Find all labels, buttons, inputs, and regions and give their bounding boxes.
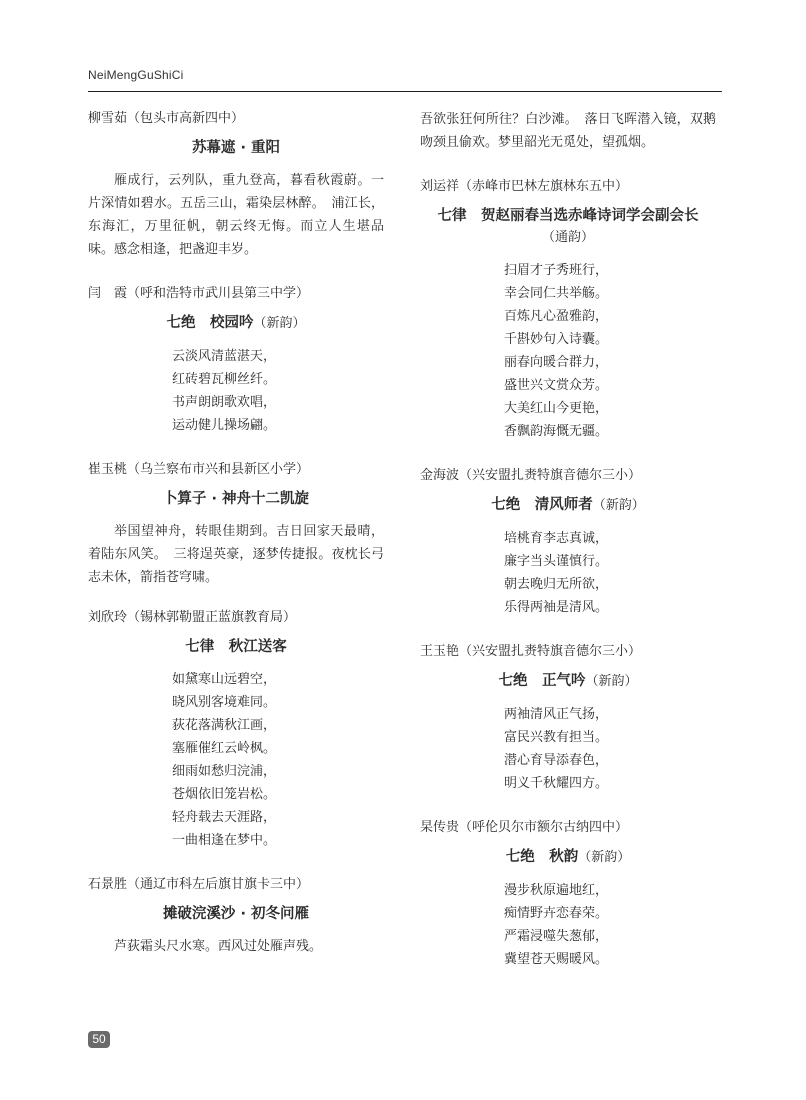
poem-line: 培桃育李志真诚， xyxy=(504,531,609,546)
poem-entry xyxy=(88,283,384,437)
poem-title: 苏幕遮 · 重阳 xyxy=(191,140,281,156)
author-line: 刘运祥（赤峰市巴林左旗林东五中） xyxy=(420,179,629,194)
poem-title: 七律 秋江送客 xyxy=(185,639,287,655)
author-line: 杲传贵（呼伦贝尔市额尔古纳四中） xyxy=(420,820,629,835)
author-line: 王玉艳（兴安盟扎赉特旗音德尔三小） xyxy=(420,644,642,659)
ci-text: 吾欲张狂何所往？白沙滩。 落日飞晖潜入镜，双鹅吻颈且偷欢。梦里韶光无觅处，望孤烟。 xyxy=(420,112,716,150)
author-line: 刘欣玲（锡林郭勒盟正蓝旗教育局） xyxy=(88,610,297,625)
poem-entry xyxy=(88,108,384,261)
poem-line: 细雨如愁归浣浦， xyxy=(172,764,277,779)
title-main: 七绝 校园吟 xyxy=(166,315,254,331)
ci-text: 举国望神舟，转眼佳期到。吉日回家天最晴，着陆东风笑。 三将逞英豪，逐梦传捷报。夜枕长弓志未休，箭指苍穹啸。 xyxy=(88,524,384,585)
poem-line: 大美红山今更艳， xyxy=(504,401,609,416)
poem-line: 朝去晚归无所欲， xyxy=(504,577,609,592)
right-column xyxy=(420,108,716,971)
author-line: 闫 霞（呼和浩特市武川县第三中学） xyxy=(88,286,310,301)
poem-lines xyxy=(172,668,300,852)
poem-line: 如黛寒山远碧空， xyxy=(172,672,277,687)
poem-line: 荻花落满秋江画， xyxy=(172,718,277,733)
poem-line: 香飘韵海慨无疆。 xyxy=(504,424,609,439)
poem-entry xyxy=(420,465,716,619)
poem-title: 摊破浣溪沙 · 初冬问雁 xyxy=(162,906,310,922)
poem-title: 卜算子 · 神舟十二凯旋 xyxy=(162,491,310,507)
poem-line: 盛世兴文赏众芳。 xyxy=(504,378,609,393)
ci-text: 芦荻霜头尺水寒。西风过处雁声残。 xyxy=(114,939,323,954)
title-main: 七绝 秋韵 xyxy=(505,849,579,865)
poem-line: 漫步秋原遍地红， xyxy=(504,883,609,898)
poem-line: 冀望苍天赐暖风。 xyxy=(504,952,609,967)
poem-line: 轻舟载去天涯路， xyxy=(172,810,277,825)
title-main: 七绝 正气吟 xyxy=(498,673,586,689)
title-main: 七律 贺赵丽春当选赤峰诗词学会副会长 xyxy=(437,208,699,224)
rhyme-note: （新韵） xyxy=(578,850,631,865)
poem-lines xyxy=(504,259,632,443)
page-number: 50 xyxy=(88,1031,110,1048)
poem-continuation xyxy=(420,108,716,154)
poem-entry xyxy=(88,459,384,589)
rhyme-note: （新韵） xyxy=(585,674,638,689)
poem-lines xyxy=(504,527,632,619)
poem-entry xyxy=(420,817,716,971)
poem-line: 丽春向暖合群力， xyxy=(504,355,609,370)
poem-line: 苍烟依旧笼岩松。 xyxy=(172,787,277,802)
poem-line: 明义千秋耀四方。 xyxy=(504,776,609,791)
left-column xyxy=(88,108,384,958)
poem-line: 严霜浸噬失葱郁， xyxy=(504,929,609,944)
poem-line: 塞雁催红云岭枫。 xyxy=(172,741,277,756)
poem-line: 晓风别客境难同。 xyxy=(172,695,277,710)
poem-line: 红砖碧瓦柳丝纤。 xyxy=(172,372,277,387)
running-header: NeiMengGuShiCi xyxy=(88,68,184,82)
poem-line: 千斟妙句入诗囊。 xyxy=(504,332,609,347)
title-main: 七绝 清风师者 xyxy=(491,497,593,513)
poem-line: 廉字当头谨慎行。 xyxy=(504,554,609,569)
poem-entry xyxy=(88,607,384,852)
ci-text: 雁成行，云列队，重九登高，暮看秋霞蔚。一片深情如碧水。五岳三山，霜染层林醉。 浦江长，东海汇，万里征帆，朝云终无悔。而立人生堪品味。感念相逢，把盏迎丰岁。 xyxy=(88,173,384,257)
poem-title xyxy=(420,205,716,249)
poem-line: 富民兴教有担当。 xyxy=(504,730,609,745)
poem-entry xyxy=(420,176,716,443)
poem-title xyxy=(88,312,384,335)
rhyme-note: （新韵） xyxy=(592,498,645,513)
poem-lines xyxy=(172,345,300,437)
rhyme-note: （通韵） xyxy=(541,230,594,245)
poem-line: 运动健儿操场翩。 xyxy=(172,418,277,433)
poem-line: 痴情野卉恋春荣。 xyxy=(504,906,609,921)
author-line: 石景胜（通辽市科左后旗甘旗卡三中） xyxy=(88,877,310,892)
header-rule xyxy=(88,91,722,92)
author-line: 崔玉桃（乌兰察布市兴和县新区小学） xyxy=(88,462,310,477)
poem-line: 一曲相逢在梦中。 xyxy=(172,833,277,848)
poem-line: 两袖清风正气扬， xyxy=(504,707,609,722)
poem-lines xyxy=(504,703,632,795)
poem-line: 扫眉才子秀班行， xyxy=(504,263,609,278)
poem-title xyxy=(420,846,716,869)
poem-line: 乐得两袖是清风。 xyxy=(504,600,609,615)
poem-line: 书声朗朗歌欢唱， xyxy=(172,395,277,410)
poem-title xyxy=(420,670,716,693)
poem-title xyxy=(420,494,716,517)
poem-line: 幸会同仁共举觞。 xyxy=(504,286,609,301)
author-line: 柳雪茹（包头市高新四中） xyxy=(88,111,245,126)
poem-entry xyxy=(420,641,716,795)
poem-line: 百炼凡心盈雅韵， xyxy=(504,309,609,324)
poem-lines xyxy=(504,879,632,971)
poem-line: 潜心育导添春色， xyxy=(504,753,609,768)
rhyme-note: （新韵） xyxy=(253,316,306,331)
author-line: 金海波（兴安盟扎赉特旗音德尔三小） xyxy=(420,468,642,483)
poem-entry xyxy=(88,874,384,958)
poem-line: 云淡风清蓝湛天， xyxy=(172,349,277,364)
